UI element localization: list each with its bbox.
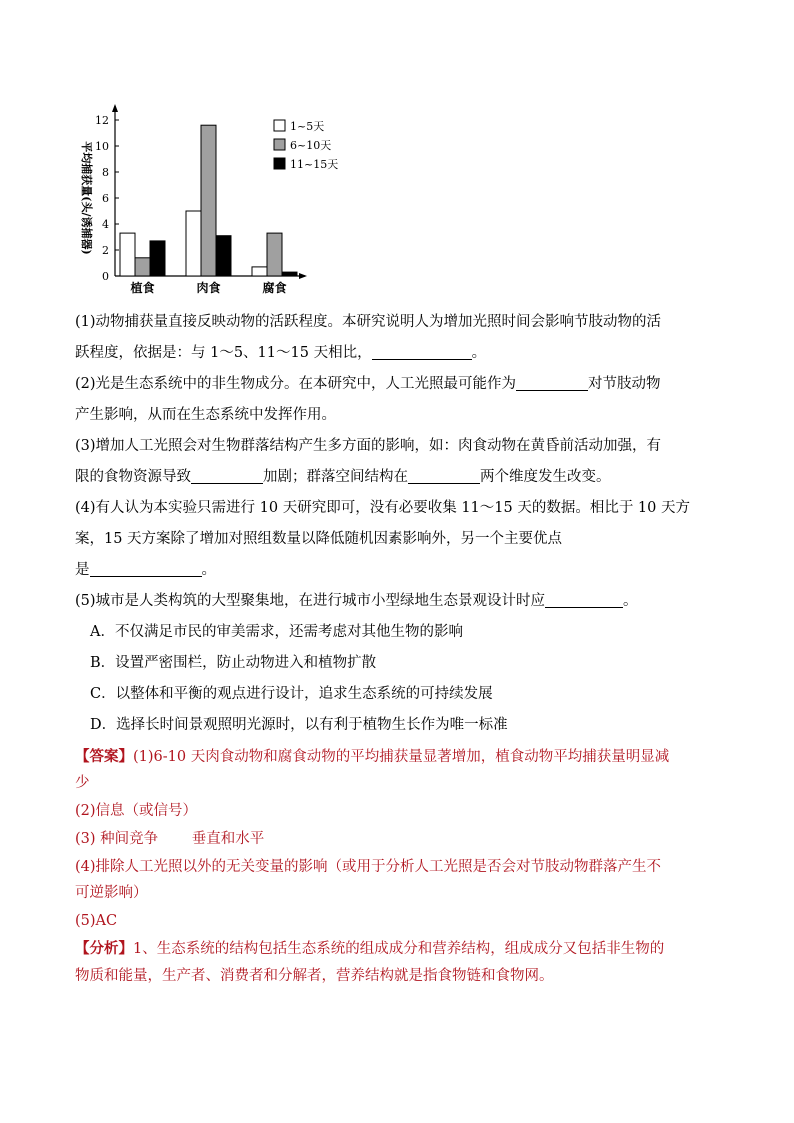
question-4-end: 。 xyxy=(201,562,216,578)
answer-5: (5)AC xyxy=(75,913,118,929)
question-2-line-1 xyxy=(75,374,661,394)
question-1-line-1: (1)动物捕获量直接反映动物的活跃程度。本研究说明人为增加光照时间会影响节肢动物的活 xyxy=(75,314,662,330)
analysis-line-1 xyxy=(75,939,664,959)
answer-blank[interactable] xyxy=(545,592,623,608)
answer-1-line-2: 少 xyxy=(75,775,90,791)
legend-swatch xyxy=(274,139,285,150)
bar xyxy=(186,211,201,276)
answer-blank[interactable] xyxy=(191,468,263,484)
bar-chart xyxy=(70,100,350,300)
answer-tag: 【答案】 xyxy=(75,748,133,765)
chart-marks xyxy=(95,104,338,295)
bar xyxy=(216,236,231,276)
question-4-line-2: 案，15 天方案除了增加对照组数量以降低随机因素影响外，另一个主要优点 xyxy=(75,531,563,547)
question-4-line-1: (4)有人认为本实验只需进行 10 天研究即可，没有必要收集 11～15 天的数据。相比于 10 天方 xyxy=(75,500,690,516)
bar xyxy=(201,125,216,276)
x-axis-arrow xyxy=(299,273,307,279)
question-2-text-cont: 对节肢动物 xyxy=(588,376,661,392)
analysis-line-2: 物质和能量，生产者、消费者和分解者，营养结构就是指食物链和食物网。 xyxy=(75,968,554,984)
analysis-tag: 【分析】 xyxy=(75,940,133,957)
answer-blank[interactable] xyxy=(372,344,472,360)
question-1-end: 。 xyxy=(471,345,487,361)
question-3-text-c: 两个维度发生改变。 xyxy=(480,469,611,485)
question-3-line-1: (3)增加人工光照会对生物群落结构产生多方面的影响，如：肉食动物在黄昏前活动加强，有 xyxy=(75,438,662,454)
answer-line-1 xyxy=(75,747,669,767)
y-tick-label: 2 xyxy=(102,244,109,257)
answer-blank[interactable] xyxy=(408,468,480,484)
x-tick-label: 腐食 xyxy=(262,281,287,295)
question-5-end: 。 xyxy=(623,593,638,609)
question-2-text: (2)光是生态系统中的非生物成分。在本研究中，人工光照最可能作为 xyxy=(75,376,517,392)
answer-1-text: (1)6-10 天肉食动物和腐食动物的平均捕获量显著增加，植食动物平均捕获量明显减 xyxy=(133,749,670,765)
question-4-line-3 xyxy=(75,560,216,580)
question-1-text: 跃程度，依据是：与 1～5、11～15 天相比， xyxy=(75,345,372,361)
question-3-line-2 xyxy=(75,467,611,487)
y-tick-label: 12 xyxy=(95,114,109,127)
answer-4-line-1: (4)排除人工光照以外的无关变量的影响（或用于分析人工光照是否会对节肢动物群落产生不 xyxy=(75,859,662,875)
y-tick-label: 6 xyxy=(102,192,109,205)
y-tick-label: 8 xyxy=(102,166,109,179)
y-axis-label: 平均捕获量(头/诱捕器) xyxy=(80,141,93,255)
bar xyxy=(252,267,267,276)
question-2-line-2: 产生影响，从而在生态系统中发挥作用。 xyxy=(75,407,336,423)
y-tick-label: 4 xyxy=(102,218,109,231)
analysis-text: 1、生态系统的结构包括生态系统的组成成分和营养结构，组成成分又包括非生物的 xyxy=(133,941,665,957)
question-5-line-1 xyxy=(75,591,638,611)
legend-label: 6~10天 xyxy=(290,139,332,152)
y-axis-arrow xyxy=(112,104,118,112)
y-tick-label: 0 xyxy=(102,270,109,283)
bar xyxy=(267,233,282,276)
question-1-line-2 xyxy=(75,343,486,363)
x-tick-label: 植食 xyxy=(130,281,155,295)
bar xyxy=(150,241,165,276)
question-3-text-a: 限的食物资源导致 xyxy=(75,469,191,485)
legend-label: 11~15天 xyxy=(290,158,339,171)
legend-swatch xyxy=(274,158,285,169)
answer-blank[interactable] xyxy=(516,375,588,391)
question-4-text: 是 xyxy=(75,562,90,578)
answer-blank[interactable] xyxy=(90,561,202,577)
y-tick-label: 10 xyxy=(95,140,109,153)
bar xyxy=(135,258,150,276)
option-c[interactable]: C．以整体和平衡的观点进行设计，追求生态系统的可持续发展 xyxy=(90,686,493,702)
bar xyxy=(120,233,135,276)
answer-2: (2)信息（或信号） xyxy=(75,803,198,819)
bar xyxy=(282,272,297,276)
answer-3: (3) 种间竞争 垂直和水平 xyxy=(75,831,265,847)
option-b[interactable]: B．设置严密围栏，防止动物进入和植物扩散 xyxy=(90,655,377,671)
answer-4-line-2: 可逆影响） xyxy=(75,885,148,901)
question-3-text-b: 加剧；群落空间结构在 xyxy=(263,469,408,485)
option-a[interactable]: A．不仅满足市民的审美需求，还需考虑对其他生物的影响 xyxy=(90,624,463,640)
question-5-text: (5)城市是人类构筑的大型聚集地，在进行城市小型绿地生态景观设计时应 xyxy=(75,593,546,609)
legend-swatch xyxy=(274,120,285,131)
legend-label: 1~5天 xyxy=(290,120,325,133)
x-tick-label: 肉食 xyxy=(196,281,221,295)
option-d[interactable]: D．选择长时间景观照明光源时，以有利于植物生长作为唯一标准 xyxy=(90,717,508,733)
